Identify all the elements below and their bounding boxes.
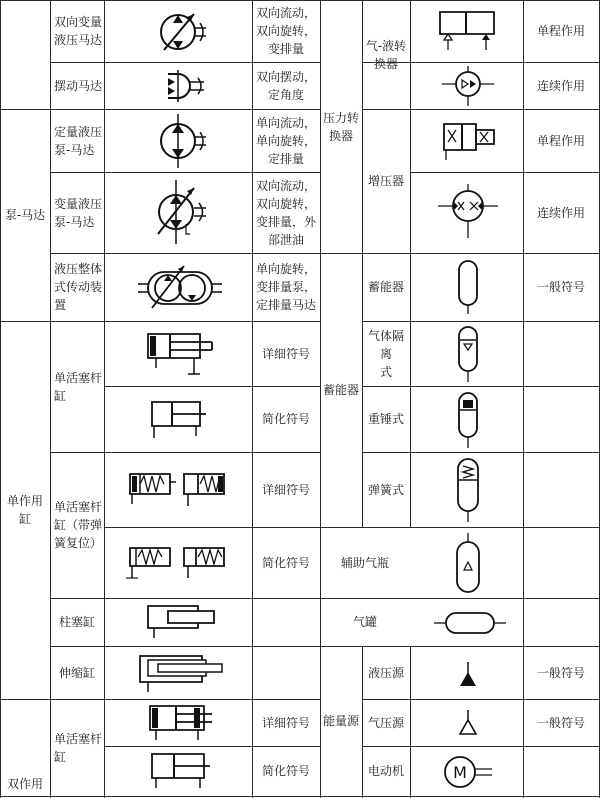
row-description: 单程作用 (536, 24, 585, 38)
air-oil-converter-single-symbol (436, 6, 498, 56)
row-name: 变量液压 泵-马达 (54, 196, 103, 229)
row-name: 气压源 (367, 715, 404, 730)
auxiliary-gas-bottle-symbol (454, 532, 482, 596)
fixed-pump-motor-symbol (150, 114, 210, 168)
pneumatic-source-symbol (456, 708, 480, 736)
row-description: 双向流动， 双向旋转， 变排量 (255, 6, 316, 56)
row-name: 重锤式 (367, 412, 404, 426)
row-name: 双向变量 液压马达 (54, 15, 103, 47)
row-description: 一般符号 (536, 715, 585, 730)
gas-accumulator-symbol (456, 324, 480, 384)
single-rod-cylinder-simplified-symbol (148, 396, 210, 442)
row-description: 一般符号 (536, 665, 585, 680)
row-name: 液压源 (367, 665, 404, 680)
row-name: 单活塞杆 缸 (54, 370, 103, 403)
intensifier-single-symbol (440, 116, 500, 168)
row-name: 伸缩缸 (58, 665, 95, 680)
spring-return-cylinder-simplified-symbol (128, 542, 232, 586)
air-oil-converter-continuous-symbol (440, 64, 496, 108)
row-description: 单向流动， 单向旋转， 定排量 (255, 115, 316, 166)
integral-transmission-symbol (138, 262, 224, 314)
row-description: 双向流动， 双向旋转， 变排量，外 部泄油 (255, 178, 316, 247)
single-rod-cylinder-detailed-symbol (144, 328, 216, 378)
variable-pump-motor-symbol (146, 178, 212, 248)
row-description: 详细符号 (261, 715, 310, 730)
group-label-auxiliary-gas-bottle: 辅助气瓶 (340, 555, 389, 570)
spring-return-cylinder-detailed-symbol (128, 468, 232, 512)
group-label-single-acting-cylinder: 单作用 缸 (6, 494, 43, 526)
double-acting-cylinder-detailed-symbol (146, 702, 214, 744)
row-description: 简化符号 (261, 412, 310, 426)
oscillating-motor-symbol (150, 68, 210, 104)
row-description: 详细符号 (261, 482, 310, 497)
row-name: 蓄能器 (367, 280, 404, 294)
row-description: 简化符号 (261, 764, 310, 778)
plunger-cylinder-symbol (144, 602, 220, 642)
bidirectional-variable-motor-symbol (150, 6, 210, 58)
row-description: 双向摆动， 定角度 (255, 69, 316, 102)
row-name: 增压器 (367, 174, 404, 188)
row-description: 详细符号 (261, 346, 310, 361)
intensifier-continuous-symbol (436, 182, 500, 240)
group-label-pump-motor: 泵-马达 (4, 208, 46, 222)
row-name: 摆动马达 (54, 78, 103, 93)
row-name: 电动机 (367, 764, 404, 778)
group-label-pressure-converter: 压力转 换器 (322, 110, 359, 143)
spring-accumulator-symbol (455, 456, 481, 524)
hydraulic-source-symbol (456, 660, 480, 688)
motor-label: M (453, 763, 467, 782)
group-label-energy-source: 能量源 (322, 714, 359, 728)
row-description: 连续作用 (536, 205, 585, 220)
row-name: 单活塞杆 缸（带弹 簧复位） (54, 500, 103, 550)
group-label-accumulator: 蓄能器 (322, 383, 359, 397)
row-description: 简化符号 (261, 555, 310, 570)
double-acting-cylinder-simplified-symbol (148, 750, 214, 792)
telescopic-cylinder-symbol (138, 650, 228, 694)
electric-motor-symbol (440, 754, 496, 790)
accumulator-general-symbol (456, 258, 480, 316)
row-name: 弹簧式 (367, 482, 404, 497)
group-label-double-acting: 双作用 (6, 777, 43, 791)
row-name: 液压整体 式传动装 置 (54, 262, 103, 312)
row-description: 一般符号 (536, 280, 585, 294)
row-name: 气-液转 换器 (365, 38, 407, 71)
row-description: 连续作用 (536, 78, 585, 93)
row-name: 柱塞缸 (58, 615, 95, 629)
row-name: 单活塞杆 缸 (54, 731, 103, 764)
group-label-air-tank: 气罐 (352, 615, 377, 629)
weight-accumulator-symbol (456, 390, 480, 450)
row-description: 单程作用 (536, 133, 585, 148)
row-description: 单向旋转， 变排量泵， 定排量马达 (255, 262, 316, 312)
row-name: 定量液压 泵-马达 (54, 124, 103, 157)
air-tank-symbol (434, 610, 506, 636)
row-name: 气体隔离 式 (367, 328, 404, 379)
